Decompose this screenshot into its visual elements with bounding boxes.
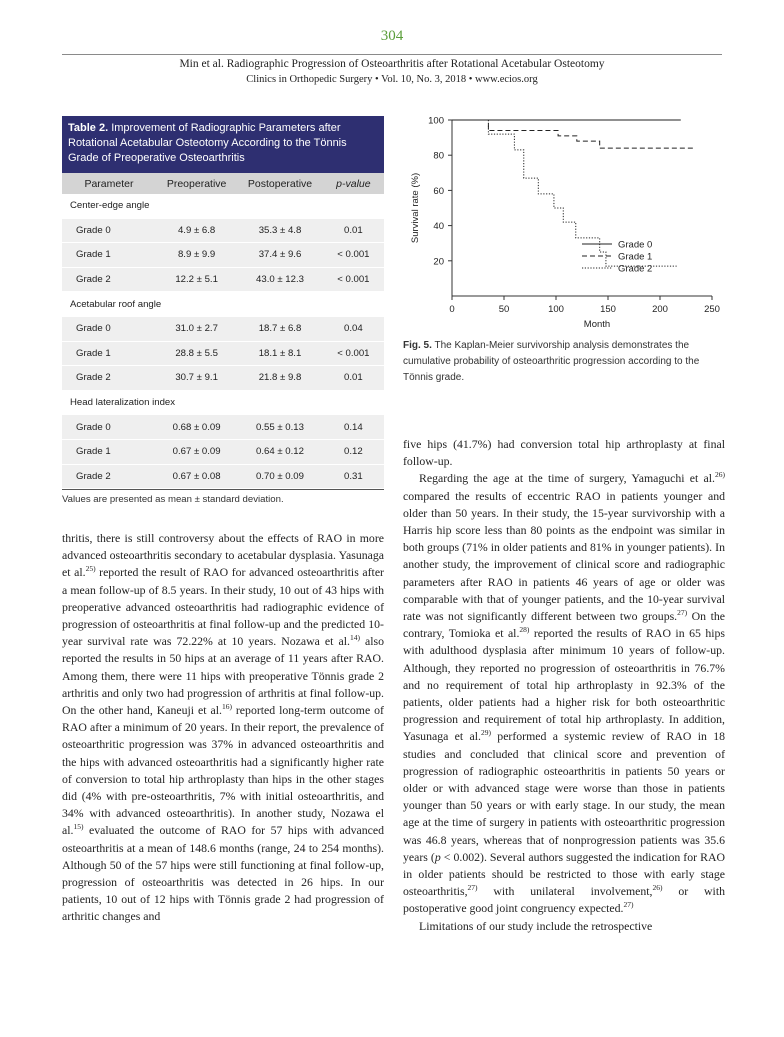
cell-p: 0.12 bbox=[323, 439, 384, 464]
legend-label: Grade 1 bbox=[618, 251, 653, 263]
legend-label: Grade 0 bbox=[618, 239, 653, 251]
cell-post: 43.0 ± 12.3 bbox=[237, 267, 322, 292]
citation: 27) bbox=[467, 883, 478, 893]
col-header-postoperative: Postoperative bbox=[237, 173, 322, 194]
row-label: Grade 1 bbox=[62, 439, 156, 464]
cell-pre: 4.9 ± 6.8 bbox=[156, 218, 237, 243]
citation: 28) bbox=[519, 625, 530, 635]
x-tick-label: 100 bbox=[548, 304, 564, 315]
table-row bbox=[62, 243, 384, 268]
group-label: Head lateralization index bbox=[62, 390, 384, 415]
citation: 26) bbox=[715, 470, 725, 480]
table-row bbox=[62, 267, 384, 292]
row-label: Grade 1 bbox=[62, 341, 156, 366]
table-caption bbox=[62, 116, 384, 173]
table-row bbox=[62, 341, 384, 366]
row-label: Grade 2 bbox=[62, 366, 156, 391]
journal-line: Clinics in Orthopedic Surgery • Vol. 10, No. 3, 2018 • www.ecios.org bbox=[246, 74, 538, 85]
body-paragraph: five hips (41.7%) had conversion total hip arthroplasty at final follow-up. bbox=[403, 437, 725, 469]
row-label: Grade 0 bbox=[62, 218, 156, 243]
table-footnote: Values are presented as mean ± standard deviation. bbox=[62, 489, 384, 505]
citation: 14) bbox=[349, 633, 360, 643]
body-column-left bbox=[62, 530, 384, 926]
table-row bbox=[62, 316, 384, 341]
cell-post: 35.3 ± 4.8 bbox=[237, 218, 322, 243]
table-group-row bbox=[62, 390, 384, 415]
y-tick-label: 100 bbox=[428, 115, 444, 127]
cell-pre: 30.7 ± 9.1 bbox=[156, 366, 237, 391]
citation: 29) bbox=[480, 728, 491, 738]
table-row bbox=[62, 218, 384, 243]
table-grid bbox=[62, 173, 384, 489]
cell-pre: 12.2 ± 5.1 bbox=[156, 267, 237, 292]
cell-post: 18.1 ± 8.1 bbox=[237, 341, 322, 366]
x-axis-label: Month bbox=[583, 319, 611, 330]
group-label: Acetabular roof angle bbox=[62, 292, 384, 317]
citation: 25) bbox=[85, 564, 96, 574]
col-header-p-value: p-value bbox=[323, 173, 384, 194]
x-tick-label: 200 bbox=[652, 304, 668, 315]
figure-label: Fig. 5. bbox=[403, 340, 432, 351]
row-label: Grade 1 bbox=[62, 243, 156, 268]
running-title: Min et al. Radiographic Progression of Osteoarthritis after Rotational Acetabular Osteotomy bbox=[179, 58, 605, 70]
cell-pre: 0.67 ± 0.09 bbox=[156, 439, 237, 464]
cell-pre: 28.8 ± 5.5 bbox=[156, 341, 237, 366]
cell-pre: 0.67 ± 0.08 bbox=[156, 464, 237, 489]
header-rule bbox=[62, 54, 722, 55]
row-label: Grade 2 bbox=[62, 464, 156, 489]
cell-post: 0.64 ± 0.12 bbox=[237, 439, 322, 464]
x-tick-label: 0 bbox=[449, 304, 455, 315]
x-tick-label: 150 bbox=[600, 304, 616, 315]
figure-caption-text: The Kaplan-Meier survivorship analysis demonstrates the cumulative probability of osteoarthritic progression according to the Tönnis grade. bbox=[403, 340, 700, 383]
citation: 27) bbox=[623, 900, 634, 910]
cell-p: < 0.001 bbox=[323, 267, 384, 292]
body-column-right bbox=[403, 436, 725, 935]
cell-pre: 0.68 ± 0.09 bbox=[156, 415, 237, 440]
page-number: 304 bbox=[380, 28, 404, 44]
cell-p: < 0.001 bbox=[323, 341, 384, 366]
y-tick-label: 40 bbox=[433, 221, 444, 233]
table-group-row bbox=[62, 194, 384, 218]
table-row bbox=[62, 464, 384, 489]
row-label: Grade 0 bbox=[62, 316, 156, 341]
cell-p: 0.01 bbox=[323, 218, 384, 243]
citation: 15) bbox=[73, 822, 84, 832]
cell-post: 37.4 ± 9.6 bbox=[237, 243, 322, 268]
table-row bbox=[62, 415, 384, 440]
cell-p: < 0.001 bbox=[323, 243, 384, 268]
x-tick-label: 50 bbox=[498, 304, 510, 315]
cell-post: 0.70 ± 0.09 bbox=[237, 464, 322, 489]
cell-p: 0.31 bbox=[323, 464, 384, 489]
col-header-parameter: Parameter bbox=[62, 173, 156, 194]
cell-p: 0.01 bbox=[323, 366, 384, 391]
body-paragraph: Limitations of our study include the retrospective bbox=[419, 918, 653, 933]
cell-post: 18.7 ± 6.8 bbox=[237, 316, 322, 341]
row-label: Grade 0 bbox=[62, 415, 156, 440]
table-header-row bbox=[62, 173, 384, 194]
x-tick-label: 250 bbox=[704, 304, 720, 315]
table-row bbox=[62, 439, 384, 464]
cell-post: 21.8 ± 9.8 bbox=[237, 366, 322, 391]
col-header-preoperative: Preoperative bbox=[156, 173, 237, 194]
body-paragraph: Regarding the age at the time of surgery, Yamaguchi et al.$^{26)}$ compared the results of eccentric RAO in patients younger and older than 50 years. In their study, the 15-year survivorship with a Harris hip score less than 80 points as the endpoint was similar in both groups (71% in older patients and 81% in younger patients). In another study, the improvement of clinical score and radiographic parameters after RAO in patients 46 years of age or older was comparable with that of younger patients, and the 10-year survival rate was not significantly different between two groups.$^{27)}$ On the contrary, Tomioka et al.$^{28)}$ reported the results of RAO in 65 hips with adulthood dysplasia after minimum 10 years of follow-up. Although, they reported no progression of osteoarthritis in 76.7% and no requirement of total hip arthroplasty in 92.3% of the patients, older patients had a higher risk for both osteoarthritic progression and requirement of total hip arthroplasty. In addition, Yasunaga et al.$^{29)}$ performed a systemic review of RAO in 18 studies and concluded that clinical score and prevention of progression of radiographic osteoarthritis in patients 50 years or older or with advanced stage were worse than those in patients younger than 50 years or with early stage. In our study, the mean age at the time of surgery in patients with osteoarthritic progression was 46.8 years, whereas that of nonprogression patients was 35.6 years (p < 0.002). Several authors suggested the indication for RAO in older patients should be restricted to those with early stage osteoarthritis,$^{27)}$ with unilateral involvement,$^{26)}$ or with postoperative good joint congruency expected.$^{27)}$ bbox=[403, 470, 726, 916]
y-tick-label: 60 bbox=[433, 185, 444, 197]
cell-pre: 8.9 ± 9.9 bbox=[156, 243, 237, 268]
table-2 bbox=[62, 116, 384, 505]
y-tick-label: 20 bbox=[433, 256, 444, 268]
table-label: Table 2. bbox=[68, 122, 109, 134]
kaplan-meier-chart bbox=[400, 108, 730, 340]
citation: 27) bbox=[677, 608, 688, 618]
cell-post: 0.55 ± 0.13 bbox=[237, 415, 322, 440]
cell-pre: 31.0 ± 2.7 bbox=[156, 316, 237, 341]
y-axis-label: Survival rate (%) bbox=[410, 172, 421, 244]
cell-p: 0.04 bbox=[323, 316, 384, 341]
cell-p: 0.14 bbox=[323, 415, 384, 440]
y-tick-label: 80 bbox=[433, 150, 444, 162]
row-label: Grade 2 bbox=[62, 267, 156, 292]
body-paragraph: thritis, there is still controversy about the effects of RAO in more advanced osteoarthritis secondary to acetabular dysplasia. Yasunaga et al.$^{25)}$ reported the result of RAO for advanced osteoarthritis after a mean follow-up of 8.5 years. In their study, 10 out of 43 hips with preoperative advanced osteoarthritis had radiographic evidence of progression of osteoarthritis at final follow-up and the predicted 10-year survival rate was 72.22% at 10 years. Nozawa et al.$^{14)}$ also reported the results in 50 hips at an average of 11 years after RAO. Among them, there were 11 hips with preoperative Tönnis grade 2 arthritis and only two had progression of arthritis at final follow-up. On the other hand, Kaneuji et al.$^{16)}$ reported long-term outcome of RAO after a minimum of 20 years. In their report, the prevalence of osteoarthritic progression was 37% in advanced osteoarthritis and the hips with advanced osteoarthritis had a significantly higher rate of conversion to total hip arthroplasty than hips in the other stages did (4% with pre-osteoarthritis, 7% with initial osteoarthritis, and 34% with advanced osteoarthritis). In another study, Nozawa el al.$^{15)}$ evaluated the outcome of RAO for 57 hips with advanced osteoarthritis at a mean of 148.6 months (range, 24 to 254 months). Although 50 of the 57 hips were still functioning at final follow-up, progression of osteoarthritis was detected in 26 hips. In our patients, 10 out of 12 hips with Tönnis grade 2 had progression of arthritic changes and bbox=[62, 531, 385, 924]
table-caption-text: Improvement of Radiographic Parameters after Rotational Acetabular Osteotomy According to the Tönnis Grade of Preoperative Osteoarthritis bbox=[68, 122, 347, 164]
legend-label: Grade 2 bbox=[618, 263, 653, 275]
table-row bbox=[62, 366, 384, 391]
citation: 26) bbox=[652, 883, 663, 893]
group-label: Center-edge angle bbox=[62, 194, 384, 218]
citation: 16) bbox=[221, 702, 232, 712]
table-group-row bbox=[62, 292, 384, 317]
figure-caption bbox=[403, 338, 725, 386]
